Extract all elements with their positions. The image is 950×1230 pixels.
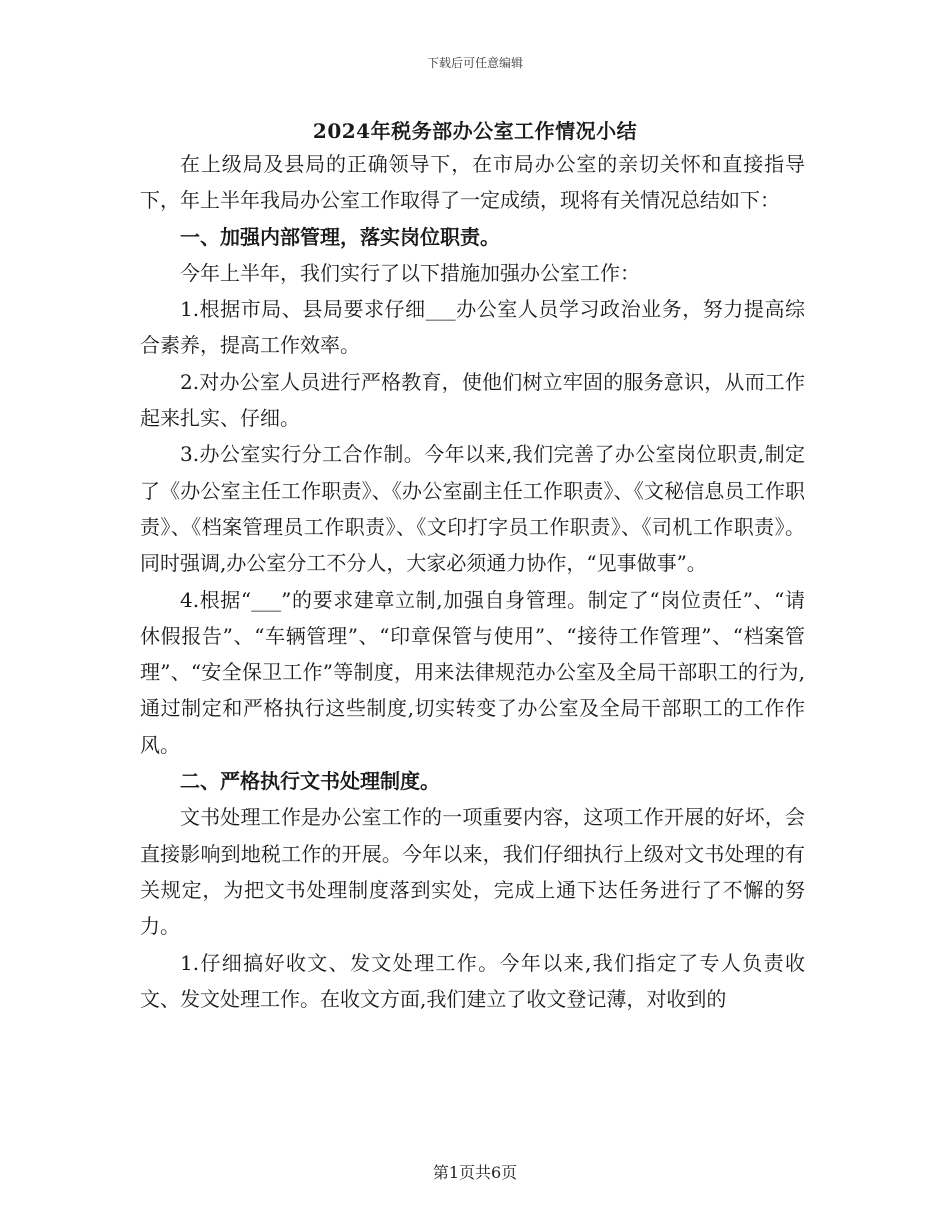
page-footer: 第1页共6页 [432, 1163, 518, 1182]
paragraph: 2.对办公室人员进行严格教育，使他们树立牢固的服务意识，从而工作起来扎实、仔细。 [140, 369, 805, 431]
paragraph: 4.根据“___”的要求建章立制,加强自身管理。制定了“岗位责任”、“请休假报告”、“车辆管理”、“印章保管与使用”、“接待工作管理”、“档案管理”、“安全保卫工作”等制度，用来法律规范办公室及全局干部职工的行为,通过制定和严格执行这些制度,切实转变了办公室及全局干部职工的工作作风。 [140, 587, 805, 757]
page-title: 2024年税务部办公室工作情况小结 [312, 119, 638, 143]
paragraph: 1.根据市局、县局要求仔细___办公室人员学习政治业务，努力提高综合素养，提高工作效率。 [140, 297, 805, 358]
paragraph: 1.仔细搞好收文、发文处理工作。今年以来,我们指定了专人负责收文、发文处理工作。在收文方面,我们建立了收文登记薄，对收到的 [140, 950, 805, 1011]
paragraph: 今年上半年，我们实行了以下措施加强办公室工作： [180, 260, 640, 285]
section-heading-2: 二、严格执行文书处理制度。 [180, 769, 440, 794]
paragraph: 3.办公室实行分工合作制。今年以来,我们完善了办公室岗位职责,制定了《办公室主任工作职责》、《办公室副主任工作职责》、《文秘信息员工作职责》、《档案管理员工作职责》、《文印打字员工作职责》、《司机工作职责》。同时强调,办公室分工不分人，大家必须通力协作，“见事做事”。 [140, 442, 805, 576]
document-body [140, 146, 805, 1017]
section-heading-1: 一、加强内部管理，落实岗位职责。 [180, 224, 500, 249]
header-note: 下载后可任意编辑 [426, 56, 523, 70]
paragraph-intro: 在上级局及县局的正确领导下，在市局办公室的亲切关怀和直接指导下，年上半年我局办公室工作取得了一定成绩，现将有关情况总结如下： [140, 152, 805, 213]
paragraph: 文书处理工作是办公室工作的一项重要内容，这项工作开展的好坏，会直接影响到地税工作的开展。今年以来，我们仔细执行上级对文书处理的有关规定，为把文书处理制度落到实处，完成上通下达任务进行了不懈的努力。 [140, 805, 805, 939]
